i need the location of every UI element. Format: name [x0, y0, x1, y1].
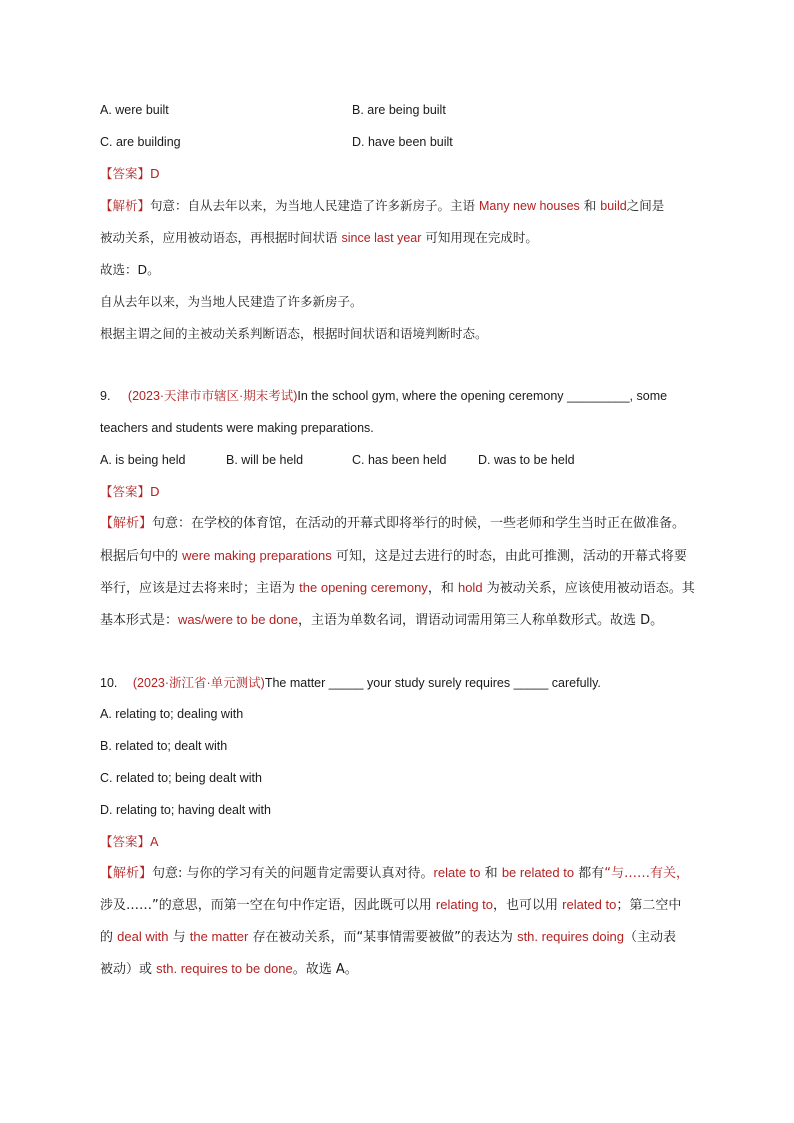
analysis-text: ；第二空中 — [616, 898, 682, 913]
q10-option-c: C. related to; being dealt with — [100, 771, 262, 785]
question-source: (2023·浙江省·单元测试) — [132, 676, 265, 690]
q8-option-b: B. are being built — [352, 103, 446, 117]
q9-stem-line-2: teachers and students were making preparations. — [100, 421, 374, 435]
analysis-text: 举行，应该是过去将来时；主语为 — [100, 581, 296, 596]
analysis-text: 为被动关系，应该使用被动语态。其 — [486, 581, 695, 596]
answer-tag: 【答案】 — [100, 166, 151, 181]
analysis-text: 都有 — [578, 866, 605, 881]
keyword: was/were to be done — [178, 612, 298, 627]
q8-option-a: A. were built — [100, 103, 169, 117]
analysis-text: 可知用现在完成时。 — [425, 230, 538, 245]
q9-option-c: C. has been held — [352, 453, 447, 467]
analysis-text: 可知，这是过去进行的时态，由此可推测，活动的开幕式将要 — [335, 549, 687, 564]
q8-options-row-1 — [100, 101, 728, 119]
analysis-tag: 【解析】 — [100, 198, 151, 213]
q10-option-d: D. relating to; having dealt with — [100, 803, 271, 817]
q10-analysis-line-2 — [100, 896, 728, 915]
q9-analysis-line-2 — [100, 547, 728, 566]
analysis-tag: 【解析】 — [100, 516, 153, 531]
analysis-text: 句意: 与你的学习有关的问题肯定需要认真对待。 — [152, 866, 434, 881]
analysis-text: ，也可以用 — [493, 898, 559, 913]
answer-value: D — [150, 166, 160, 181]
analysis-text: 被动关系，应用被动语态，再根据时间状语 — [100, 230, 338, 245]
answer-tag: 【答案】 — [100, 484, 151, 499]
keyword: hold — [457, 580, 483, 595]
q10-option-a: A. relating to; dealing with — [100, 707, 244, 721]
q8-option-c: C. are building — [100, 135, 181, 149]
q9-analysis-line-3 — [100, 579, 728, 598]
q10-answer — [100, 833, 728, 851]
analysis-text: 的意思，而第一空在句中作定语，因此既可以用 — [158, 898, 432, 913]
q9-option-a: A. is being held — [100, 453, 186, 467]
q10-analysis-line-3 — [100, 928, 728, 947]
q8-answer — [100, 165, 728, 183]
q9-answer — [100, 483, 728, 501]
answer-tag: 【答案】 — [100, 834, 151, 849]
keyword: were making preparations — [182, 548, 332, 563]
keyword: related to — [562, 897, 617, 912]
q9-analysis-line-1 — [100, 515, 728, 533]
q8-tip: 根据主谓之间的主被动关系判断语态，根据时间状语和语境判断时态。 — [100, 326, 488, 341]
q8-options-row-2 — [100, 133, 728, 151]
q9-option-b: B. will be held — [226, 453, 304, 467]
keyword: deal with — [117, 929, 169, 944]
analysis-text: 句意：在学校的体育馆，在活动的开幕式即将举行的时候，一些老师和学生当时正在做准备。 — [152, 516, 686, 531]
analysis-text: 根据后句中的 — [100, 549, 179, 564]
answer-value: A — [150, 834, 159, 849]
analysis-text: 句意：自从去年以来，为当地人民建造了许多新房子。主语 — [150, 198, 476, 213]
q9-option-d: D. was to be held — [478, 453, 575, 467]
q10-analysis-line-4 — [100, 960, 728, 979]
analysis-text: 和 — [484, 866, 498, 881]
question-number: 9. — [100, 389, 111, 403]
analysis-text: 存在被动关系，而“某事情需要被做”的表达为 — [252, 930, 513, 945]
q10-option-b: B. related to; dealt with — [100, 739, 228, 753]
analysis-tag: 【解析】 — [100, 866, 153, 881]
analysis-text: 和 — [583, 198, 597, 213]
q9-analysis-line-4 — [100, 611, 728, 630]
q8-analysis-line-1 — [100, 197, 728, 215]
question-source: (2023·天津市市辖区·期末考试) — [127, 389, 298, 403]
q10-analysis-line-1 — [100, 864, 728, 883]
analysis-text: 基本形式是： — [100, 613, 179, 628]
analysis-text: （主动表 — [624, 930, 677, 945]
keyword: Many new houses — [479, 199, 580, 213]
keyword: the opening ceremony — [299, 580, 428, 595]
question-stem: The matter _____ your study surely requires _____ carefully. — [264, 676, 601, 690]
q8-option-d: D. have been built — [352, 135, 453, 149]
q8-translation: 自从去年以来，为当地人民建造了许多新房子。 — [100, 294, 363, 309]
quote: 涉及……” — [100, 898, 159, 913]
keyword: since last year — [341, 231, 422, 245]
keyword: the matter — [189, 929, 249, 944]
keyword: build — [600, 199, 627, 213]
analysis-text: 与 — [172, 930, 186, 945]
q10-stem — [100, 674, 728, 692]
analysis-text: 被动）或 — [100, 962, 153, 977]
keyword: sth. requires to be done — [156, 961, 293, 976]
question-number: 10. — [100, 676, 118, 690]
answer-value: D — [150, 484, 160, 499]
q8-choice: 故选：D。 — [100, 262, 160, 277]
analysis-text: ，主语为单数名词，谓语动词需用第三人称单数形式。故选 D。 — [297, 613, 664, 628]
q9-stem-line-1 — [100, 387, 728, 405]
question-stem: In the school gym, where the opening ceremony _________, some — [297, 389, 668, 403]
keyword: be related to — [501, 865, 575, 880]
keyword: sth. requires doing — [517, 929, 625, 944]
analysis-text: 。故选 A。 — [292, 962, 358, 977]
keyword: relating to — [435, 897, 493, 912]
analysis-text: ，和 — [427, 581, 454, 596]
q8-analysis-line-2 — [100, 229, 728, 247]
analysis-text: 之间是 — [626, 198, 665, 213]
analysis-text: 的 — [100, 930, 114, 945]
quote: “与……有关， — [604, 866, 689, 881]
keyword: relate to — [433, 865, 481, 880]
